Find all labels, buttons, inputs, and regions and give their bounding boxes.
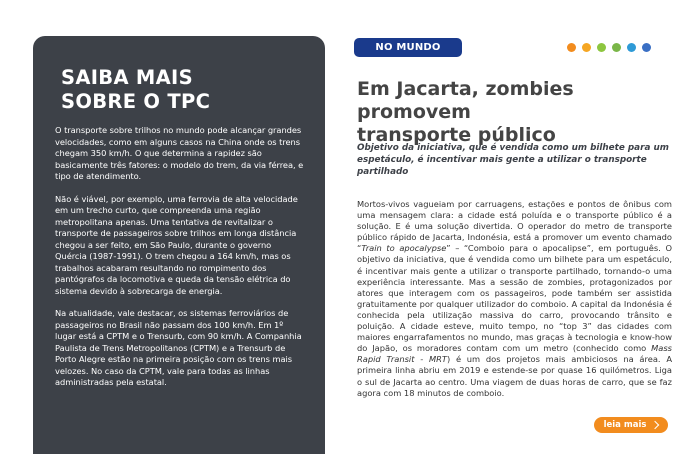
body-italic-mrt: Mass Rapid Transit - MRT — [357, 343, 672, 365]
article-title — [357, 78, 677, 147]
sidebar-title-line1: SAIBA MAIS — [61, 66, 193, 89]
read-more-button[interactable] — [594, 417, 668, 433]
read-more-label: leia mais — [603, 420, 647, 430]
dot-5 — [627, 43, 636, 52]
sidebar-title — [61, 66, 305, 114]
sidebar-paragraph-3: Na atualidade, vale destacar, os sistemas ferroviários de passageiros no Brasil não passam dos 100 km/h. Em 1º lugar está a CPTM e o Trensurb, com 90 km/h. A Companhia Paulista de Trens Metropolitanos (CPTM) e a Trensurb de Porto Alegre estão na primeira posição com os trens mais velozes. No caso da CPTM, vale para todas as linhas administradas pela estatal. — [55, 308, 302, 387]
dot-2 — [582, 43, 591, 52]
body-text-1: Mortos-vivos vagueiam por carruagens, estações e pontos de ônibus com uma mensagem clara: a cidade está poluída e o transporte público é a solução. E é uma solução divertida. O operador do metro de transporte público rápido de Jacarta, Indonésia, está a promover um evento chamado “ — [357, 199, 672, 254]
sidebar-title-line2: SOBRE O TPC — [61, 90, 211, 113]
dot-6 — [642, 43, 651, 52]
body-italic-train: Train to apocalypse — [361, 243, 447, 254]
decorative-dots — [567, 43, 651, 52]
article-title-line1: Em Jacarta, zombies promovem — [357, 78, 574, 123]
dot-4 — [612, 43, 621, 52]
sidebar-paragraph-2: Não é viável, por exemplo, uma ferrovia de alta velocidade em um trecho curto, que compreenda uma região metropolitana apenas. Uma tentativa de revitalizar o transporte de passageiros sobre trilhos em longa distância chegou a ser feito, em São Paulo, durante o governo Quércia (1987-1991). O trem chegou a 164 km/h, mas os trabalhos acabaram resultando no rompimento dos pantógrafos da locomotiva e queda da tensão elétrica do sistema devido à sobrecarga de energia. — [55, 193, 298, 296]
article-lead: Objetivo da iniciativa, que é vendida como um bilhete para um espetáculo, é incentivar mais gente a utilizar o transporte partilhado — [357, 143, 669, 177]
article-title-line2: transporte público — [357, 124, 556, 146]
dot-1 — [567, 43, 576, 52]
sidebar-panel — [33, 36, 325, 454]
dot-3 — [597, 43, 606, 52]
sidebar-paragraph-1: O transporte sobre trilhos no mundo pode alcançar grandes velocidades, como em alguns casos na China onde os trens chegam 350 km/h. O que determina a rapidez são basicamente três fatores: o modelo do trem, da via férrea, e tipo de atendimento. — [55, 125, 304, 181]
section-badge: NO MUNDO — [354, 38, 462, 57]
chevron-right-icon — [651, 421, 659, 429]
body-text-2: ” – “Comboio para o apocalipse”, em português. O objetivo da iniciativa, que é vendida como um bilhete para um espetáculo, é incentivar mais gente a utilizar o transporte partilhado, tornando-o uma experiência interessante. Mas a sessão de zombies, protagonizados por atores que interagem com os passageiros, pode também ser assistida gratuitamente por qualquer utilizador do comboio. A capital da Indonésia é conhecida pela utilização massiva do carro, provocando trânsito e poluição. A cidade esteve, muito tempo, no “top 3” das cidades com maiores engarrafamentos no mundo, mas graças à tecnologia e know-how do Japão, os moradores contam com um metro (conhecido como — [357, 243, 672, 354]
body-text-3: ) é um dos projetos mais ambiciosos na área. A primeira linha abriu em 2019 e estende-se por quase 16 quilómetros. Liga o sul de Jacarta ao centro. Uma viagem de duas horas de carro, que se faz agora com 18 minutos de comboio. — [357, 354, 672, 398]
article-body — [357, 199, 672, 399]
